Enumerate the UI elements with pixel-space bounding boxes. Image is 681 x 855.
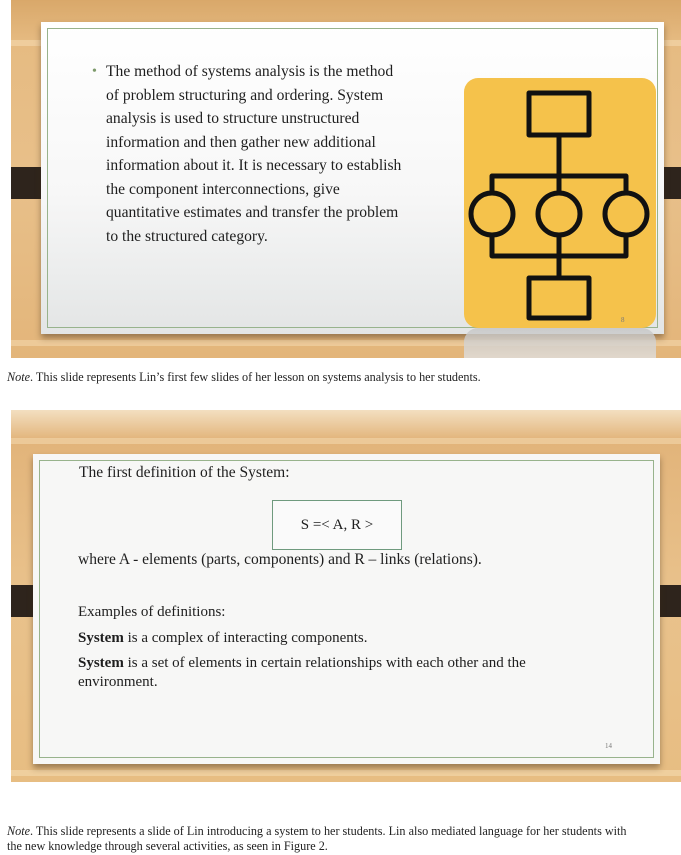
- where-line: where A - elements (parts, components) and R – links (relations).: [78, 551, 482, 568]
- bullet-paragraph: [92, 60, 446, 248]
- definition-text: is a complex of interacting components.: [123, 630, 368, 646]
- figure-2-caption: [7, 824, 677, 854]
- formula: S =< A, R >: [300, 516, 374, 533]
- bullet-line: The method of systems analysis is the method: [106, 63, 394, 80]
- note-text: . This slide represents Lin’s first few slides of her lesson on systems analysis to her students.: [30, 370, 481, 384]
- slide-systems-analysis: [41, 22, 664, 334]
- bullet-line: to the structured category.: [106, 227, 268, 245]
- note-text: . This slide represents a slide of Lin introducing a system to her students. Lin also mediated language for her students with: [30, 824, 627, 838]
- wood-texture: [11, 770, 681, 776]
- note-label: Note: [7, 824, 31, 838]
- figure-1-slide-photo: [11, 0, 681, 358]
- definition-2: [78, 654, 526, 692]
- slide-heading: The first definition of the System:: [79, 464, 290, 481]
- slide-number: 8: [621, 316, 625, 324]
- bullet-line: of problem structuring and ordering. System: [106, 86, 384, 104]
- definition-text: is a set of elements in certain relationships with each other and the: [123, 655, 526, 671]
- formula-box: [272, 500, 402, 550]
- figure-2-slide-photo: [11, 410, 681, 782]
- slide-system-definition: [33, 454, 660, 764]
- bullet-line: information and then gather new additional: [106, 133, 376, 151]
- note-text-cont: the new knowledge through several activities, as seen in Figure 2.: [7, 839, 328, 853]
- bullet-line: information about it. It is necessary to establish: [106, 157, 402, 174]
- definition-term: System: [78, 630, 124, 646]
- definition-text-cont: environment.: [78, 674, 158, 690]
- definition-term: System: [78, 655, 124, 671]
- note-label: Note: [7, 370, 31, 384]
- bullet-line: quantitative estimates and transfer the problem: [106, 204, 399, 221]
- bullet-icon: •: [92, 64, 97, 79]
- examples-label: Examples of definitions:: [78, 604, 226, 620]
- diagram-reflection: [464, 328, 656, 358]
- bullet-line: analysis is used to structure unstructured: [106, 110, 360, 127]
- hierarchy-flowchart-icon: [464, 78, 656, 328]
- wood-texture: [11, 438, 681, 444]
- bullet-line: the component interconnections, give: [106, 180, 340, 198]
- definition-1: [78, 628, 368, 648]
- slide-number: 14: [605, 742, 612, 750]
- figure-1-caption: [7, 370, 677, 385]
